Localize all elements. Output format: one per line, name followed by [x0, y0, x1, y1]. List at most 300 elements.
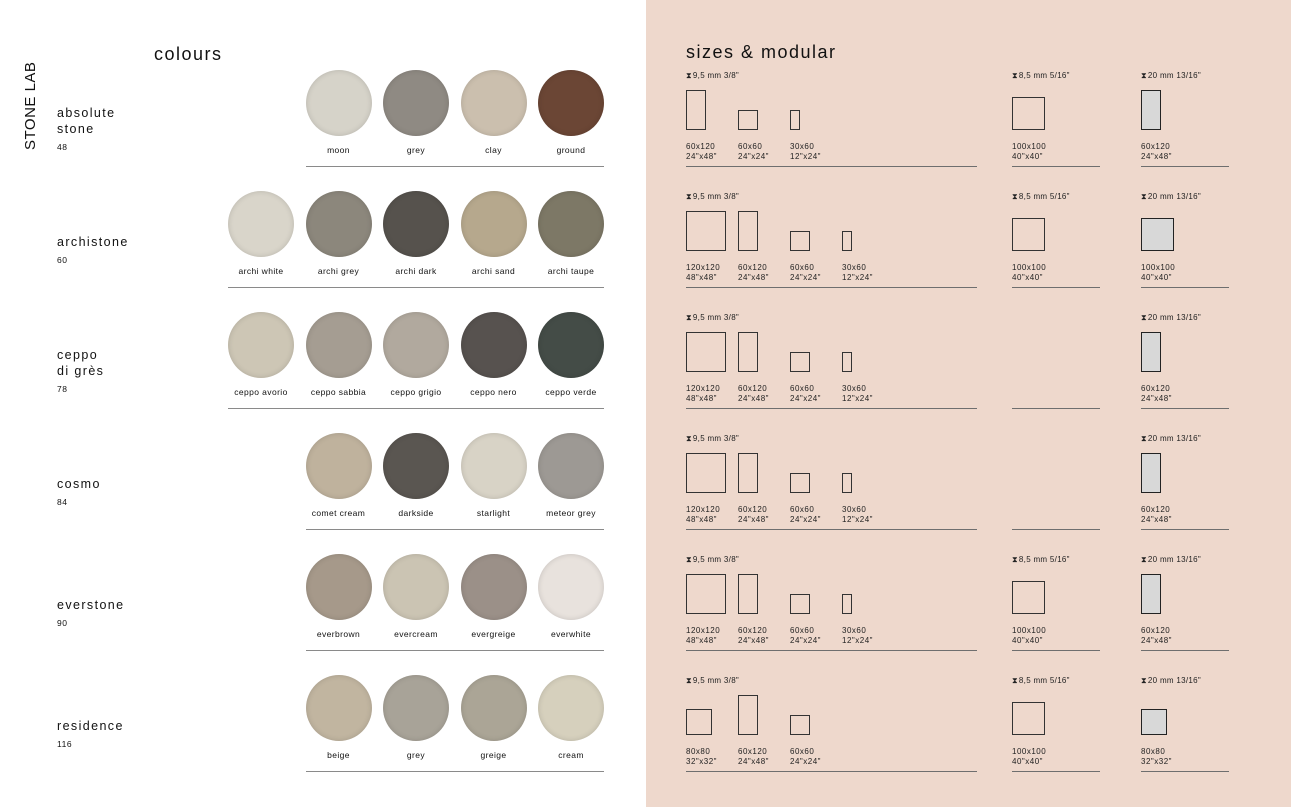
- tile-dimensions: [842, 384, 873, 404]
- swatch-circle: [306, 433, 372, 499]
- swatch-circle: [383, 312, 449, 378]
- thickness-label: [1141, 434, 1201, 444]
- tile-dimensions: [790, 747, 821, 767]
- thickness-icon: ⧗: [1012, 192, 1018, 201]
- swatch-label: archi sand: [471, 266, 516, 276]
- swatch-circle: [538, 675, 604, 741]
- colour-swatch: [528, 554, 614, 639]
- size-divider: [1141, 408, 1229, 409]
- tile-shape: [1012, 581, 1045, 614]
- tile-shape: [1141, 90, 1161, 130]
- tile-metric: 60x60: [738, 142, 763, 151]
- tile-shape: [1012, 218, 1045, 251]
- swatch-label: archi grey: [317, 266, 360, 276]
- tile-inch: 24"x48": [686, 152, 717, 161]
- tile-metric: 30x60: [842, 505, 867, 514]
- tile-shape: [842, 473, 852, 493]
- tile-dimensions: [686, 505, 720, 525]
- thickness-icon: ⧗: [686, 434, 692, 443]
- tile-inch: 24"x24": [790, 636, 821, 645]
- tile-metric: 120x120: [686, 384, 721, 393]
- swatch-label: grey: [406, 750, 426, 760]
- tile-dimensions: [738, 747, 769, 767]
- collection-name: archistone: [57, 235, 129, 249]
- tile-inch: 40"x40": [1012, 273, 1043, 282]
- tile-dimensions: [790, 626, 821, 646]
- tile-shape: [790, 231, 810, 251]
- collection-name: residence: [57, 719, 124, 733]
- tile-metric: 60x60: [790, 747, 815, 756]
- tile-shape: [1141, 709, 1167, 735]
- sizes-page: [646, 0, 1291, 807]
- row-divider: [306, 166, 605, 167]
- tile-metric: 30x60: [842, 626, 867, 635]
- colours-title: colours: [154, 44, 223, 64]
- size-divider: [1141, 529, 1229, 530]
- thickness-icon: ⧗: [1012, 71, 1018, 80]
- swatch-circle: [538, 433, 604, 499]
- thickness-icon: ⧗: [686, 313, 692, 322]
- swatch-circle: [306, 675, 372, 741]
- tile-inch: 24"x24": [738, 152, 769, 161]
- tile-inch: 24"x24": [790, 515, 821, 524]
- thickness-value: 20 mm 13/16": [1147, 192, 1202, 201]
- swatch-label: ground: [556, 145, 586, 155]
- tile-dimensions: [1141, 747, 1172, 767]
- swatch-label: archi dark: [395, 266, 437, 276]
- tile-dimensions: [842, 505, 873, 525]
- swatch-label: greige: [480, 750, 507, 760]
- size-divider: [1012, 650, 1100, 651]
- swatch-label: moon: [327, 145, 350, 155]
- tile-inch: 48"x48": [686, 515, 717, 524]
- tile-dimensions: [1141, 505, 1172, 525]
- thickness-icon: ⧗: [686, 676, 692, 685]
- thickness-icon: ⧗: [686, 192, 692, 201]
- tile-shape: [1012, 702, 1045, 735]
- colour-swatch: [373, 554, 459, 639]
- tile-metric: 30x60: [842, 384, 867, 393]
- tile-metric: 120x120: [686, 626, 721, 635]
- brand-label: STONE LAB: [22, 61, 39, 150]
- colour-swatch: [451, 191, 537, 276]
- tile-metric: 30x60: [790, 142, 815, 151]
- tile-metric: 60x120: [1141, 384, 1171, 393]
- thickness-value: 20 mm 13/16": [1147, 71, 1202, 80]
- swatch-circle: [538, 70, 604, 136]
- row-divider: [228, 287, 604, 288]
- colour-swatch: [373, 433, 459, 518]
- tile-shape: [790, 352, 810, 372]
- swatch-label: ceppo grigio: [390, 387, 442, 397]
- collection-name-block: [57, 105, 115, 155]
- tile-shape: [1141, 332, 1161, 372]
- size-divider: [686, 529, 977, 530]
- colour-swatch: [218, 312, 304, 397]
- size-divider: [1012, 529, 1100, 530]
- thickness-icon: ⧗: [1141, 676, 1147, 685]
- tile-dimensions: [738, 626, 769, 646]
- tile-inch: 24"x48": [1141, 515, 1172, 524]
- thickness-value: 20 mm 13/16": [1147, 555, 1202, 564]
- row-divider: [306, 529, 605, 530]
- thickness-value: 8,5 mm 5/16": [1018, 676, 1070, 685]
- swatch-label: evergreige: [471, 629, 516, 639]
- tile-metric: 100x100: [1012, 142, 1047, 151]
- size-divider: [686, 287, 977, 288]
- size-divider: [686, 771, 977, 772]
- tile-dimensions: [1012, 747, 1046, 767]
- collection-page-number: 48: [57, 142, 68, 152]
- tile-dimensions: [1012, 263, 1046, 283]
- tile-inch: 48"x48": [686, 394, 717, 403]
- swatch-label: archi white: [238, 266, 284, 276]
- thickness-value: 9,5 mm 3/8": [692, 676, 740, 685]
- tile-metric: 60x120: [738, 747, 768, 756]
- colour-swatch: [373, 675, 459, 760]
- tile-shape: [738, 332, 758, 372]
- tile-metric: 60x60: [790, 626, 815, 635]
- tile-shape: [790, 715, 810, 735]
- tile-dimensions: [1141, 142, 1172, 162]
- colour-swatch: [373, 70, 459, 155]
- tile-shape: [686, 453, 726, 493]
- thickness-value: 9,5 mm 3/8": [692, 555, 740, 564]
- tile-dimensions: [738, 263, 769, 283]
- swatch-circle: [538, 312, 604, 378]
- thickness-value: 9,5 mm 3/8": [692, 71, 740, 80]
- swatch-label: ceppo avorio: [234, 387, 288, 397]
- swatch-circle: [461, 554, 527, 620]
- colour-swatch: [528, 191, 614, 276]
- tile-dimensions: [790, 384, 821, 404]
- size-divider: [686, 408, 977, 409]
- tile-shape: [686, 90, 706, 130]
- size-divider: [1141, 771, 1229, 772]
- swatch-label: darkside: [398, 508, 434, 518]
- swatch-label: beige: [327, 750, 350, 760]
- swatch-circle: [461, 433, 527, 499]
- swatch-circle: [461, 675, 527, 741]
- thickness-icon: ⧗: [1141, 434, 1147, 443]
- swatch-circle: [383, 675, 449, 741]
- tile-metric: 100x100: [1141, 263, 1176, 272]
- collection-name-block: [57, 718, 124, 752]
- tile-shape: [738, 211, 758, 251]
- size-divider: [1141, 650, 1229, 651]
- thickness-value: 8,5 mm 5/16": [1018, 555, 1070, 564]
- thickness-label: [1141, 313, 1201, 323]
- colour-swatch: [451, 675, 537, 760]
- tile-dimensions: [1141, 263, 1175, 283]
- thickness-icon: ⧗: [1141, 71, 1147, 80]
- colour-swatch: [373, 312, 459, 397]
- colour-swatch: [296, 191, 382, 276]
- colour-swatch: [296, 433, 382, 518]
- size-divider: [686, 166, 977, 167]
- tile-shape: [1012, 97, 1045, 130]
- tile-metric: 30x60: [842, 263, 867, 272]
- colour-swatch: [451, 554, 537, 639]
- swatch-label: ceppo sabbia: [310, 387, 367, 397]
- colour-swatch: [528, 70, 614, 155]
- swatch-label: comet cream: [311, 508, 366, 518]
- swatch-label: meteor grey: [546, 508, 596, 518]
- colour-swatch: [296, 675, 382, 760]
- swatch-label: archi taupe: [547, 266, 595, 276]
- thickness-label: [1141, 676, 1201, 686]
- tile-shape: [842, 352, 852, 372]
- thickness-icon: ⧗: [1012, 555, 1018, 564]
- colour-swatch: [296, 312, 382, 397]
- colour-swatch: [528, 675, 614, 760]
- thickness-value: 9,5 mm 3/8": [692, 192, 740, 201]
- swatch-label: everwhite: [551, 629, 591, 639]
- tile-inch: 32"x32": [686, 757, 717, 766]
- thickness-label: [686, 555, 739, 565]
- tile-shape: [790, 473, 810, 493]
- tile-dimensions: [686, 747, 717, 767]
- thickness-icon: ⧗: [1141, 555, 1147, 564]
- colour-swatch: [528, 433, 614, 518]
- swatch-label: ceppo nero: [470, 387, 517, 397]
- tile-metric: 100x100: [1012, 626, 1047, 635]
- tile-dimensions: [1012, 626, 1046, 646]
- size-divider: [1012, 771, 1100, 772]
- collection-page-number: 78: [57, 384, 68, 394]
- swatch-label: everbrown: [316, 629, 361, 639]
- row-divider: [228, 408, 604, 409]
- tile-shape: [686, 332, 726, 372]
- thickness-label: [686, 192, 739, 202]
- tile-dimensions: [842, 626, 873, 646]
- thickness-label: [1012, 71, 1070, 81]
- colour-swatch: [373, 191, 459, 276]
- tile-inch: 48"x48": [686, 273, 717, 282]
- collection-name-block: [57, 347, 104, 397]
- tile-dimensions: [790, 263, 821, 283]
- tile-inch: 24"x48": [1141, 394, 1172, 403]
- swatch-circle: [306, 191, 372, 257]
- collection-page-number: 60: [57, 255, 68, 265]
- thickness-value: 9,5 mm 3/8": [692, 434, 740, 443]
- size-divider: [1012, 166, 1100, 167]
- tile-inch: 24"x24": [790, 273, 821, 282]
- collection-name-block: [57, 597, 125, 631]
- tile-inch: 12"x24": [842, 636, 873, 645]
- tile-metric: 60x120: [738, 626, 768, 635]
- swatch-label: ceppo verde: [545, 387, 597, 397]
- tile-dimensions: [790, 142, 821, 162]
- thickness-label: [686, 676, 739, 686]
- tile-metric: 120x120: [686, 505, 721, 514]
- tile-shape: [1141, 574, 1161, 614]
- tile-dimensions: [738, 505, 769, 525]
- tile-metric: 60x60: [790, 384, 815, 393]
- swatch-label: cream: [558, 750, 584, 760]
- swatch-circle: [383, 70, 449, 136]
- tile-dimensions: [1012, 142, 1046, 162]
- thickness-icon: ⧗: [686, 555, 692, 564]
- colour-swatch: [451, 433, 537, 518]
- thickness-label: [1012, 676, 1070, 686]
- swatch-label: grey: [406, 145, 426, 155]
- swatch-circle: [383, 433, 449, 499]
- tile-inch: 12"x24": [842, 273, 873, 282]
- swatch-circle: [306, 70, 372, 136]
- tile-shape: [738, 453, 758, 493]
- tile-metric: 60x60: [790, 505, 815, 514]
- tile-dimensions: [738, 142, 769, 162]
- tile-shape: [790, 594, 810, 614]
- colour-swatch: [296, 70, 382, 155]
- thickness-icon: ⧗: [1141, 313, 1147, 322]
- thickness-label: [686, 313, 739, 323]
- thickness-label: [1012, 192, 1070, 202]
- thickness-value: 20 mm 13/16": [1147, 434, 1202, 443]
- collection-name: ceppo di grès: [57, 348, 105, 378]
- collection-name: everstone: [57, 598, 125, 612]
- tile-dimensions: [686, 142, 717, 162]
- tile-inch: 24"x48": [738, 757, 769, 766]
- thickness-icon: ⧗: [686, 71, 692, 80]
- tile-shape: [842, 594, 852, 614]
- swatch-circle: [306, 312, 372, 378]
- size-divider: [1012, 408, 1100, 409]
- tile-inch: 12"x24": [842, 394, 873, 403]
- collection-name: cosmo: [57, 477, 101, 491]
- tile-metric: 60x120: [686, 142, 716, 151]
- tile-inch: 24"x48": [738, 273, 769, 282]
- tile-shape: [1141, 218, 1174, 251]
- tile-inch: 40"x40": [1012, 636, 1043, 645]
- colour-swatch: [451, 70, 537, 155]
- thickness-label: [1012, 555, 1070, 565]
- row-divider: [306, 650, 605, 651]
- tile-shape: [686, 709, 712, 735]
- thickness-value: 20 mm 13/16": [1147, 313, 1202, 322]
- tile-dimensions: [790, 505, 821, 525]
- tile-inch: 24"x24": [790, 757, 821, 766]
- swatch-circle: [383, 191, 449, 257]
- tile-metric: 60x120: [1141, 142, 1171, 151]
- row-divider: [306, 771, 605, 772]
- thickness-label: [1141, 71, 1201, 81]
- tile-metric: 120x120: [686, 263, 721, 272]
- thickness-label: [686, 434, 739, 444]
- sizes-title: sizes & modular: [686, 42, 837, 62]
- thickness-value: 20 mm 13/16": [1147, 676, 1202, 685]
- collection-name-block: [57, 234, 129, 268]
- tile-inch: 24"x24": [790, 394, 821, 403]
- swatch-circle: [538, 554, 604, 620]
- thickness-value: 9,5 mm 3/8": [692, 313, 740, 322]
- tile-shape: [738, 574, 758, 614]
- tile-shape: [686, 574, 726, 614]
- tile-inch: 12"x24": [842, 515, 873, 524]
- size-divider: [1141, 287, 1229, 288]
- thickness-label: [1141, 555, 1201, 565]
- tile-dimensions: [1141, 384, 1172, 404]
- tile-inch: 24"x48": [738, 515, 769, 524]
- thickness-icon: ⧗: [1141, 192, 1147, 201]
- tile-shape: [686, 211, 726, 251]
- collection-name-block: [57, 476, 101, 510]
- colour-swatch: [451, 312, 537, 397]
- tile-dimensions: [842, 263, 873, 283]
- tile-metric: 80x80: [1141, 747, 1166, 756]
- thickness-label: [1141, 192, 1201, 202]
- thickness-value: 8,5 mm 5/16": [1018, 192, 1070, 201]
- swatch-label: evercream: [394, 629, 438, 639]
- swatch-circle: [461, 191, 527, 257]
- tile-inch: 40"x40": [1012, 757, 1043, 766]
- tile-metric: 60x60: [790, 263, 815, 272]
- swatch-circle: [383, 554, 449, 620]
- tile-inch: 40"x40": [1141, 273, 1172, 282]
- tile-dimensions: [738, 384, 769, 404]
- tile-inch: 12"x24": [790, 152, 821, 161]
- collection-name: absolute stone: [57, 106, 116, 136]
- tile-shape: [738, 695, 758, 735]
- swatch-circle: [228, 191, 294, 257]
- tile-metric: 100x100: [1012, 747, 1047, 756]
- swatch-label: starlight: [476, 508, 511, 518]
- tile-inch: 24"x48": [738, 394, 769, 403]
- swatch-circle: [228, 312, 294, 378]
- tile-shape: [738, 110, 758, 130]
- size-divider: [1141, 166, 1229, 167]
- size-divider: [1012, 287, 1100, 288]
- tile-metric: 60x120: [1141, 626, 1171, 635]
- thickness-value: 8,5 mm 5/16": [1018, 71, 1070, 80]
- colour-swatch: [296, 554, 382, 639]
- tile-shape: [842, 231, 852, 251]
- size-divider: [686, 650, 977, 651]
- thickness-label: [686, 71, 739, 81]
- tile-metric: 60x120: [738, 384, 768, 393]
- tile-inch: 48"x48": [686, 636, 717, 645]
- tile-inch: 24"x48": [1141, 636, 1172, 645]
- tile-inch: 32"x32": [1141, 757, 1172, 766]
- tile-shape: [1141, 453, 1161, 493]
- colour-swatch: [218, 191, 304, 276]
- colour-swatch: [528, 312, 614, 397]
- collection-page-number: 116: [57, 739, 73, 749]
- swatch-label: clay: [485, 145, 502, 155]
- collection-page-number: 90: [57, 618, 68, 628]
- tile-dimensions: [686, 384, 720, 404]
- thickness-icon: ⧗: [1012, 676, 1018, 685]
- tile-inch: 24"x48": [1141, 152, 1172, 161]
- tile-dimensions: [686, 626, 720, 646]
- tile-dimensions: [1141, 626, 1172, 646]
- tile-shape: [790, 110, 800, 130]
- collection-page-number: 84: [57, 497, 68, 507]
- swatch-circle: [461, 312, 527, 378]
- tile-metric: 60x120: [738, 505, 768, 514]
- tile-inch: 40"x40": [1012, 152, 1043, 161]
- tile-inch: 24"x48": [738, 636, 769, 645]
- swatch-circle: [306, 554, 372, 620]
- tile-dimensions: [686, 263, 720, 283]
- swatch-circle: [461, 70, 527, 136]
- tile-metric: 60x120: [1141, 505, 1171, 514]
- tile-metric: 80x80: [686, 747, 711, 756]
- swatch-circle: [538, 191, 604, 257]
- tile-metric: 60x120: [738, 263, 768, 272]
- tile-metric: 100x100: [1012, 263, 1047, 272]
